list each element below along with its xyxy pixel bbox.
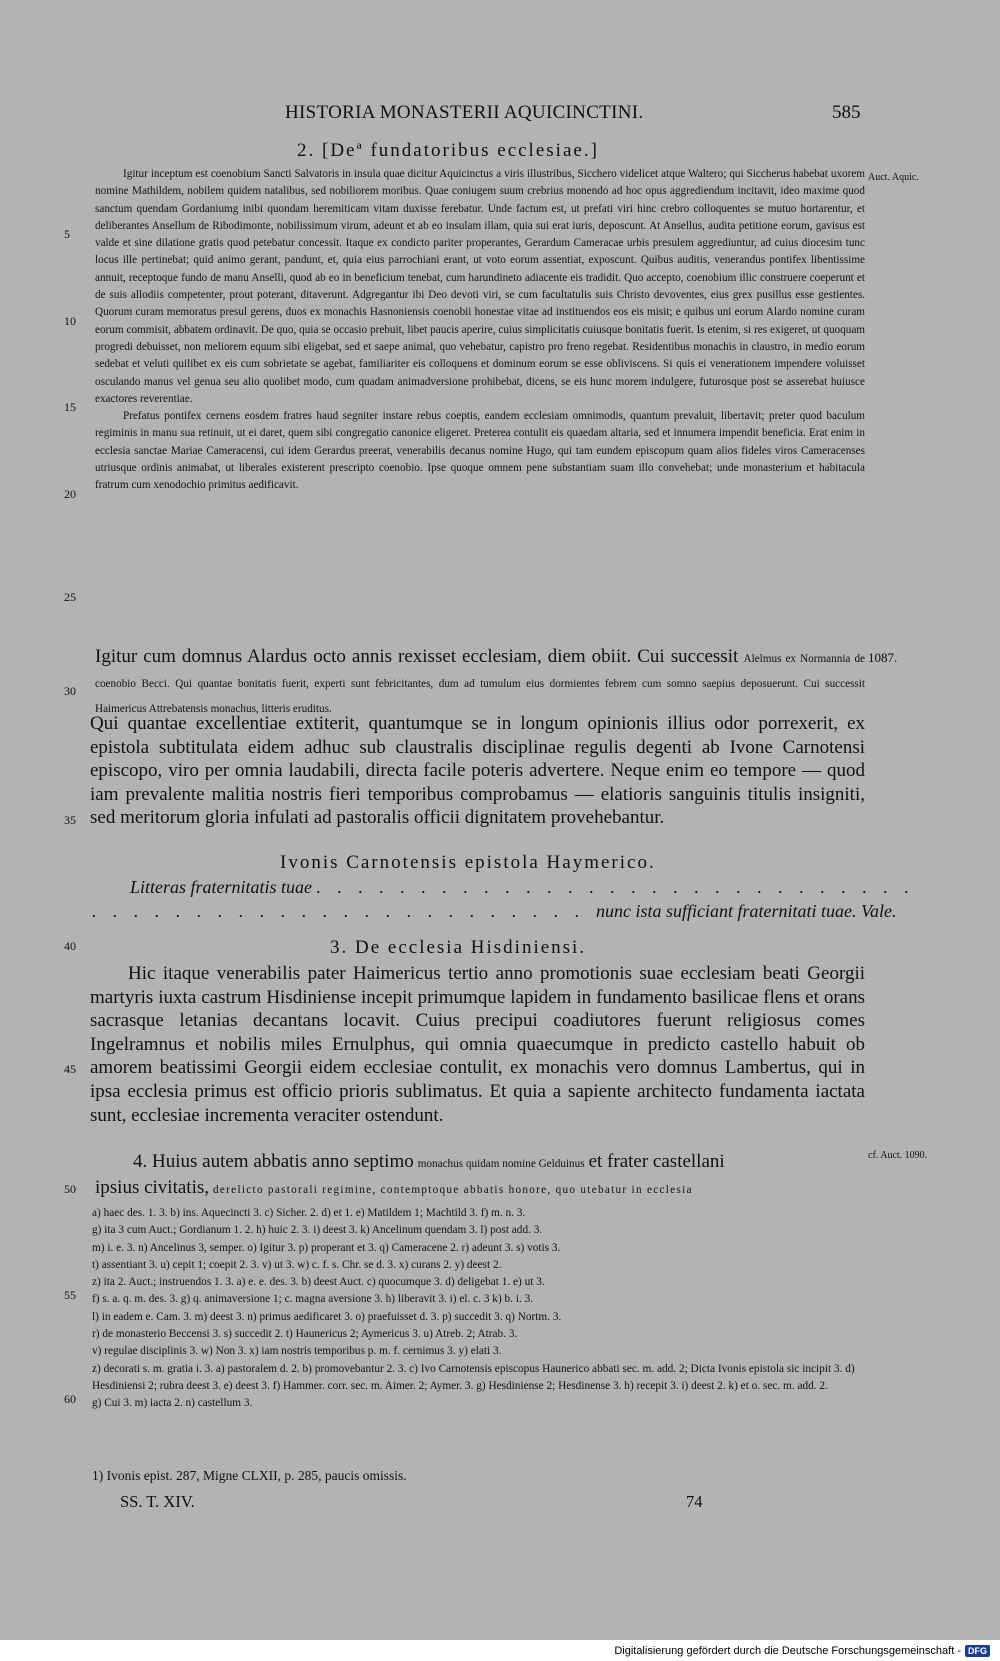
line-number: 60 xyxy=(64,1392,76,1406)
ellipsis-dots: . . . . . . . . . . . . . . . . . . . . . . . . xyxy=(92,901,596,921)
variant-note-line: v) regulae disciplinis 3. w) Non 3. x) iam nostris temporibus p. m. f. cernimus 3. y) elati 3. xyxy=(92,1345,502,1358)
line-number: 40 xyxy=(64,939,76,953)
epistola-end xyxy=(92,901,896,922)
epistola-start xyxy=(130,877,915,898)
successit-small-text: Alelmus ex Normannia de coenobio Becci. Qui quantae bonitatis fuerit, experti sunt febricitantes, dum ad tumulum eius dormientes febrem cum somno saepius deposuerunt. Cui successit Haimericus Attrebatensis monachus, litteris eruditus. xyxy=(95,653,866,715)
variant-notes xyxy=(92,1205,867,1413)
section-3-heading: 3. De ecclesia Hisdiniensi. xyxy=(330,937,587,958)
line-number: 15 xyxy=(64,400,76,414)
line-number: 45 xyxy=(64,1062,76,1076)
line-number: 35 xyxy=(64,813,76,827)
variant-note-line: r) de monasterio Beccensi 3. s) succedit 2. t) Haunericus 2; Aymericus 3. u) Atreb. 2; Atrab. 3. xyxy=(92,1328,518,1341)
successit-large-text: Igitur cum domnus Alardus octo annis rexisset ecclesiam, diem obiit. Cui successit xyxy=(95,646,739,667)
dfg-logo-icon: DFG xyxy=(965,1645,990,1657)
line-number: 5 xyxy=(64,227,70,241)
variant-note-line: g) ita 3 cum Auct.; Gordianum 1. 2. h) huic 2. 3. i) deest 3. k) Ancelinum quendam 3. l) post add. 3. xyxy=(92,1224,543,1237)
variant-note-line: a) haec des. 1. 3. b) ins. Aquecincti 3. c) Sicher. 2. d) et 1. e) Matildem 1; Machtild 3. f) m. n. 3. xyxy=(92,1207,526,1219)
line-number: 30 xyxy=(64,684,76,698)
section-4-big-b: et frater castellani xyxy=(588,1151,725,1172)
section-4-small-c: derelicto pastorali regimine, contemptoque abbatis honore, quo utebatur in ecclesia xyxy=(213,1184,693,1196)
section-2-heading: 2. [Deª fundatoribus ecclesiae.] xyxy=(297,140,599,161)
section-4-heading: 4. Huius autem abbatis anno septimo xyxy=(133,1151,414,1172)
paragraph-2: Prefatus pontifex cernens eosdem fratres haud segniter instare rebus coeptis, eandem ecclesiam omnimodis, quantum prevaluit, libertavit; preter quod baculum regiminis in manu sua retinuit, ut ei daret, quem sibi congregatio canonice eligeret. Preterea contulit eis quaedam altaria, sed et innumera impendit beneficia. Erat enim in ecclesia sanctae Mariae Cameracensi, cui idem Gerardus preerat, venerabilis decanus nomine Hugo, qui tam eundem episcopum quam alios fideles viros Cameracenses utriusque ordinis animabat, ut liberales existerent prescripto coenobio. Ipse quoque omnem pene substantiam suam illo convehebat; unde monasterium et habitacula fratrum cum xenodochio primitus aedificavit. xyxy=(95,410,865,492)
variant-note-line: g) Cui 3. m) iacta 2. n) castellum 3. xyxy=(92,1397,253,1410)
variant-note-line: z) decorati s. m. gratia i. 3. a) pastoralem d. 2. b) promovebantur 2. 3. c) Ivo Carnotensis episcopus Haunerico abbati sec. m. add. 2; Dicta Ivonis epistola sic incipit 3. d) Hesdiniensi 2; rubra deest 3. e) deest 3. f) Hammer. corr. sec. m. Aimer. 2; Aymer. 3. g) Hesdiniense 2; Hesdinense 3. h) recepit 3. i) deest 2. k) et o. sec. m. add. 2. xyxy=(92,1362,855,1392)
variant-note-line: f) s. a. q. m. des. 3. g) q. animaversione 1; c. magna aversione 3. h) liberavit 3. i) el. c. 3 k) b. i. 3. xyxy=(92,1293,534,1306)
page-number: 585 xyxy=(832,102,861,123)
digitization-credit xyxy=(614,1645,990,1657)
sheet-number: 74 xyxy=(686,1492,703,1511)
credit-text: Digitalisierung gefördert durch die Deutsche Forschungsgemeinschaft - xyxy=(614,1645,961,1657)
page-header-title: HISTORIA MONASTERII AQUICINCTINI. xyxy=(285,102,644,123)
variant-note-line: l) in eadem e. Cam. 3. m) deest 3. n) primus aedificaret 3. o) praefuisset d. 3. p) succedit 3. q) Nortm. 3. xyxy=(92,1310,562,1323)
epistola-title: Ivonis Carnotensis epistola Haymerico. xyxy=(280,852,656,873)
variant-note-line: m) i. e. 3. n) Ancelinus 3, semper. o) Igitur 3. p) properant et 3. q) Cameracene 2. r) adeunt 3. s) votis 3. xyxy=(92,1241,561,1254)
line-number: 20 xyxy=(64,487,76,501)
footnote: 1) Ivonis epist. 287, Migne CLXII, p. 285, paucis omissis. xyxy=(92,1468,407,1483)
epistola-end-text: nunc ista sufficiant fraternitati tuae. Vale. xyxy=(596,901,897,921)
section-2-body xyxy=(95,166,865,495)
variant-note-line: z) ita 2. Auct.; instruendos 1. 3. a) e. e. des. 3. b) deest Auct. c) quocumque 3. d) deligebat 1. e) ut 3. xyxy=(92,1276,545,1289)
epistola-start-text: Litteras fraternitatis tuae xyxy=(130,877,313,897)
section-3-body xyxy=(90,962,865,1127)
line-number: 55 xyxy=(64,1288,76,1302)
paragraph-2-continuation xyxy=(95,645,865,721)
paragraph-1: Igitur inceptum est coenobium Sancti Salvatoris in insula quae dicitur Aquicinctus a viris illustribus, Sicchero videlicet atque Waltero; qui Siccherus habebat uxorem nomine Mathildem, nobilem quidem natalibus, sed nobiliorem moribus. Quae coniugem suum crebrius monendo ad hoc opus aggrediendum incitavit, ideo maxime quod sanctum quendam Gordaniumg inibi quondam heremiticam vitam duxisse ferebatur. Unde factum est, ut prefati viri hinc crebro colloquentes se mutuo hortarentur, et deliberantes Ansellum de Ribodimonte, nobilissimum virum, adeunt et ab eo insulam illam, quia sui erat iuris, deposcunt. At Ansellus, audita petitione eorum, gavisus est valde et sine dilatione gratis quod petebatur concessit. Itaque ex condicto pariter properantes, Gerardum Cameracae urbis presulem aggrediuntur, ad cuius diocesim tunc locus ille pertinebat; quid animo gerant, pandunt, et, quia eius parrochiani erant, ut voto eorum assentiat, exposcunt. Quibus auditis, venerandus pontifex libentissime annuit, receptoque fundo de manu Anselli, quod ab eo in beneficium tenebat, cum harundineto adiacente eis tradidit. Quo accepto, coenobium illic construere coeperunt et de suis allodiis competenter, prout poterant, ditaverunt. Adgregantur ibi Deo devoti viri, se cum facultatulis suis Christo devoventes, eius grex pusillus esse gestientes. Quorum curam memoratus presul gerens, duos ex monachis Hasnoniensis coenobii honestae vitae ad instituendos eos eis misit; e quibus uni eorum Alardo nomine curam eorum commisit, abbatem ordinavit. De quo, quia se occasio prebuit, libet paucis aperire, cuius simplicitatis cuiusque bonitatis fuerit. Is etenim, si res exigeret, ut quoquam progredi debuisset, non meliorem equum sibi eligebat, sed et saepe animal, quo vehebatur, capistro pro freno regebat. Residentibus monachis in claustro, in medio eorum sedebat et veluti quilibet ex eis cum sobrietate se agebat, familiariter eis colloquens et dominum eorum se esse obliviscens. Si quis ei venerationem impendere voluisset osculando manus vel genua seu alio quolibet modo, cum quadam animadversione prohibebat, dicens, se eis hunc morem indulgere, futurosque post se asserebat huiusce exactores reverentiae. xyxy=(95,168,865,405)
line-number: 10 xyxy=(64,314,76,328)
section-4-big-c: ipsius civitatis, xyxy=(95,1177,209,1198)
section-4-small-a: monachus quidam nomine Gelduinus xyxy=(417,1158,585,1170)
paragraph-3-text: Qui quantae excellentiae extiterit, quantumque se in longum opinionis illius odor porrexerit, ex epistola subtitulata eidem adhuc sub claustralis disciplinae regulis degenti ab Ivone Carnotensi episcopo, viro per omnia laudabili, directa facile poteris advertere. Neque enim eo tempore — quod iam prevalente malitia nostris fieri temporibus comprobamus — elatioris sanguinis titulis insigniti, sed meritorum gloria infulati ad pastoralis officii dignitatem provehebantur. xyxy=(90,713,865,829)
line-number: 25 xyxy=(64,590,76,604)
margin-note-cf-auct: cf. Auct. 1090. xyxy=(868,1150,928,1161)
section-4-opening xyxy=(95,1150,865,1202)
section-3-text: Hic itaque venerabilis pater Haimericus tertio anno promotionis suae ecclesiam beati Georgii martyris iuxta castrum Hisdiniense incepit primumque lapidem in fundamento basilicae flens et orans sacrasque letanias decantans locavit. Cuius precipui coadiutores fuerunt religiosus comes Ingelramnus et nobilis miles Ernulphus, qui omnia quaecumque in predicto castello habuit ob amorem beatissimi Georgii eidem ecclesiae contulit, ex monachis vero domnus Lambertus, qui in ipsa ecclesia primus est officio prioris sublimatus. Et quia a sapiente architecto fundamenta iactata sunt, ecclesiae incrementa veraciter ostendunt. xyxy=(90,963,865,1126)
line-number: 50 xyxy=(64,1182,76,1196)
variant-note-line: t) assentiant 3. u) cepit 1; coepit 2. 3. v) ut 3. w) c. f. s. Chr. se d. 3. x) curans 2. y) deest 2. xyxy=(92,1258,502,1271)
margin-note-auct: Auct. Aquic. xyxy=(868,172,919,183)
ellipsis-dots: . . . . . . . . . . . . . . . . . . . . . . . . . . . . . xyxy=(316,877,916,897)
margin-year-1087: 1087. xyxy=(868,650,898,665)
paragraph-3 xyxy=(90,712,865,830)
signature-mark: SS. T. XIV. xyxy=(120,1492,195,1511)
